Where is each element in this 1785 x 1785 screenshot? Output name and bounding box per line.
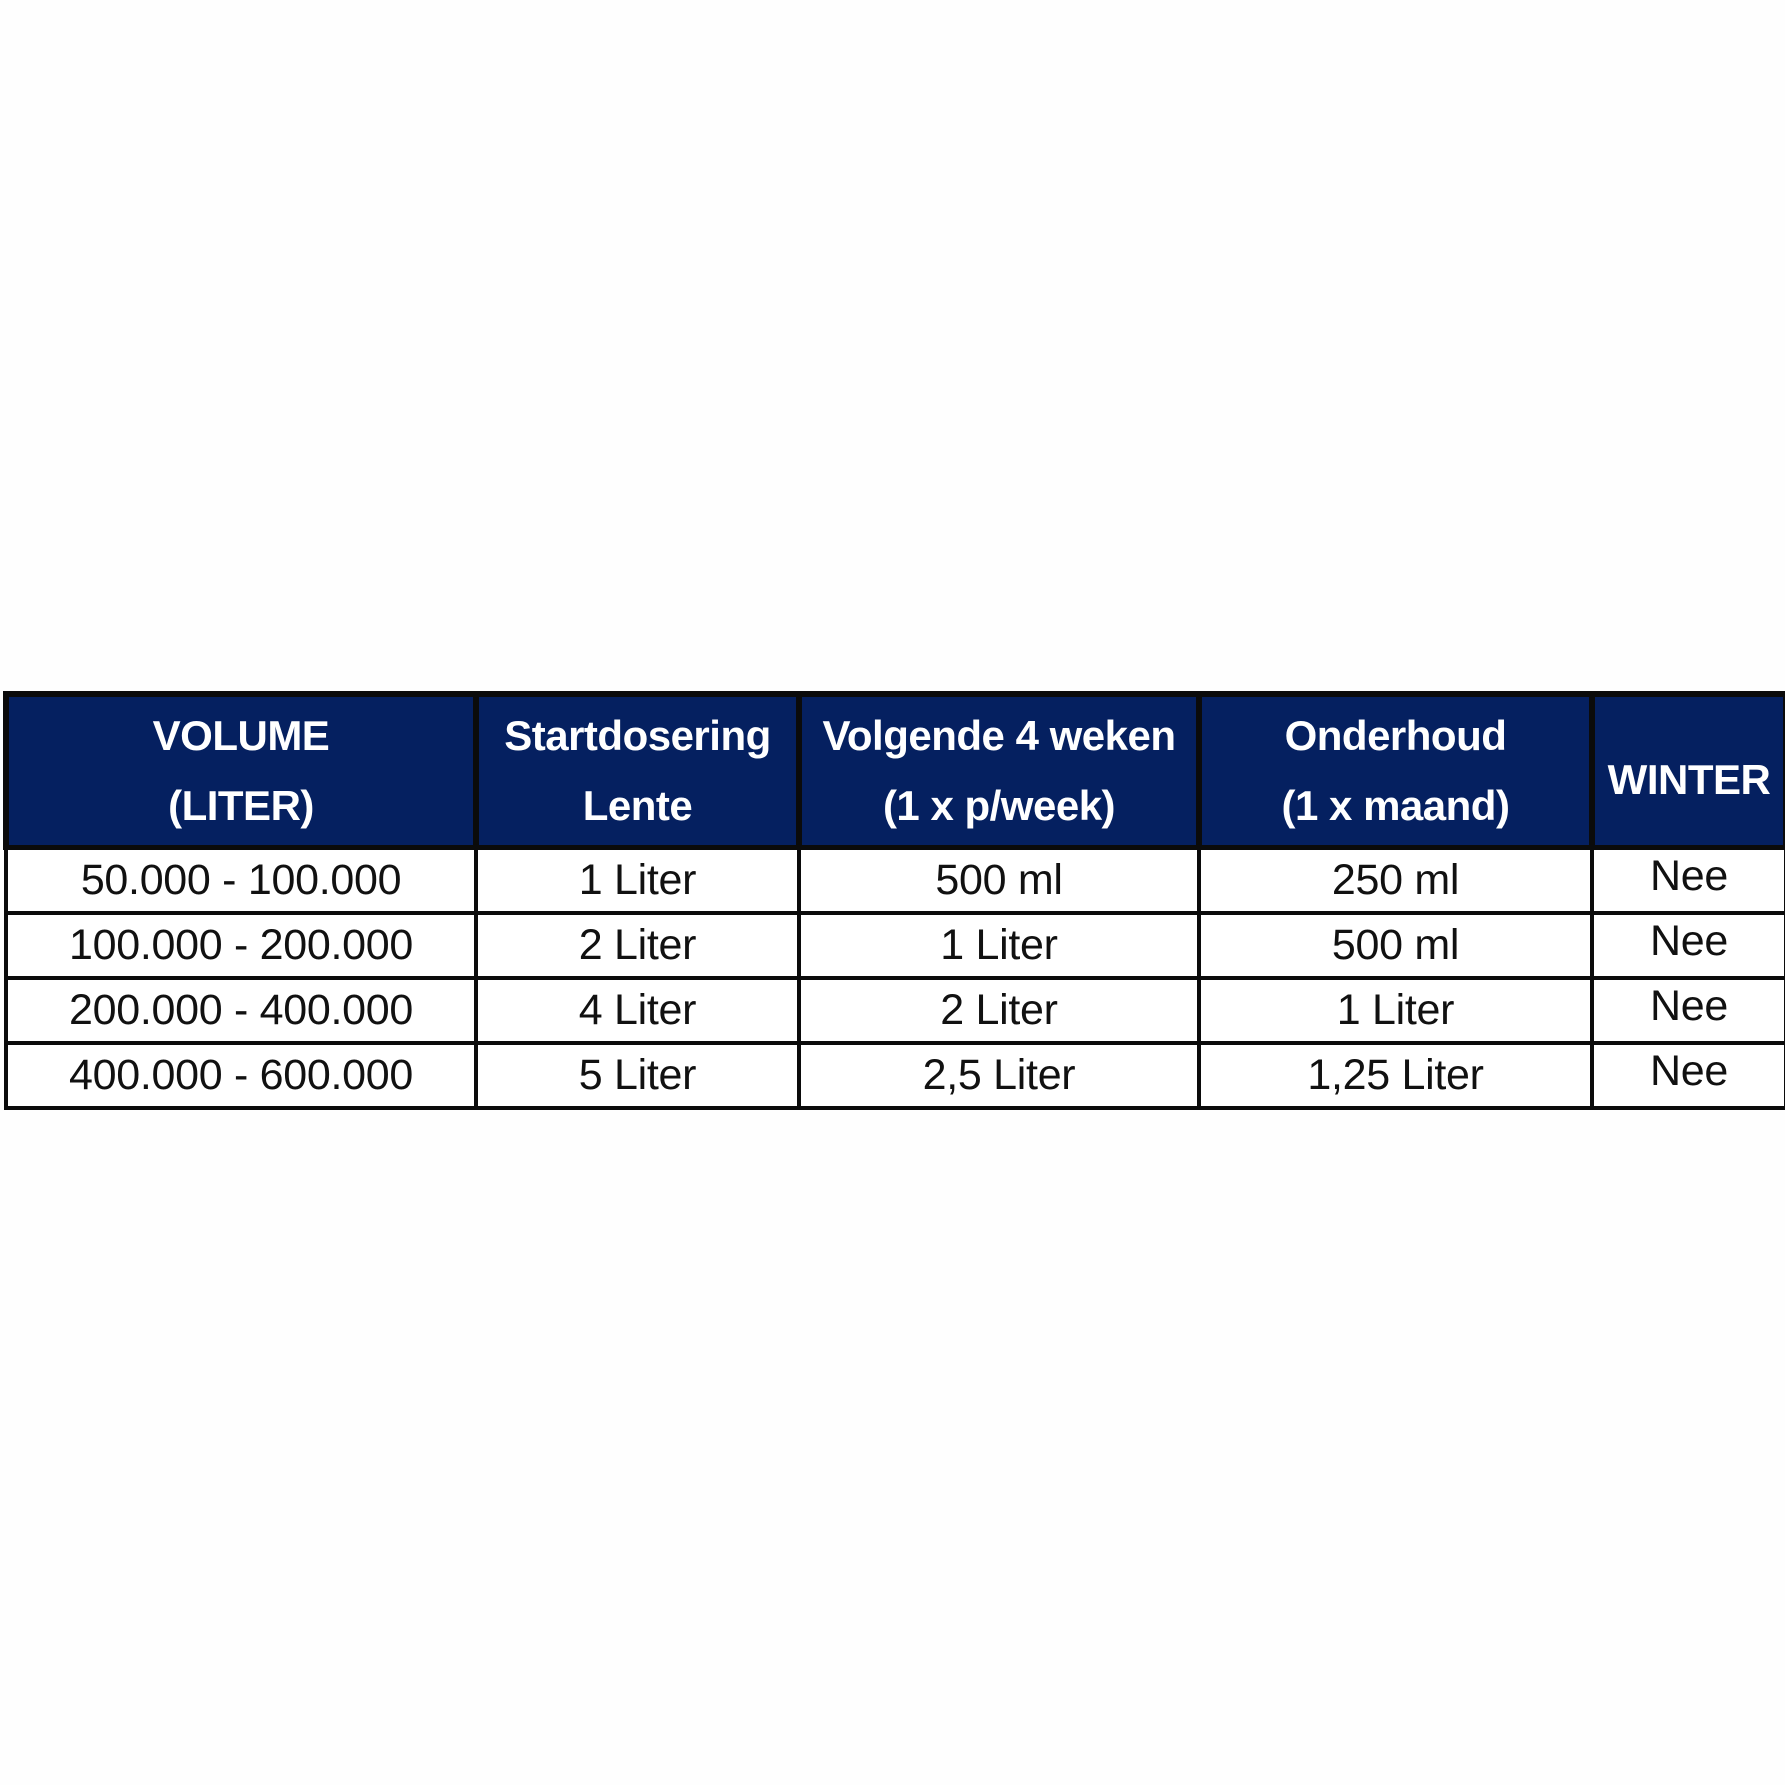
- header-volgende-line2: (1 x p/week): [882, 782, 1116, 829]
- header-volgende-line1: Volgende 4 weken: [822, 712, 1176, 759]
- header-startdosering-line2: Lente: [582, 782, 693, 829]
- cell-volgende-4-weken: 2,5 Liter: [799, 1043, 1199, 1108]
- header-volume-line1: VOLUME: [152, 712, 330, 759]
- cell-startdosering: 4 Liter: [476, 978, 799, 1043]
- table-row: [6, 913, 1785, 978]
- cell-volume: 50.000 - 100.000: [6, 848, 476, 914]
- cell-volume: 100.000 - 200.000: [6, 913, 476, 978]
- table-body: [6, 848, 1785, 1109]
- cell-volgende-4-weken: 2 Liter: [799, 978, 1199, 1043]
- header-volume: [6, 694, 476, 848]
- cell-onderhoud: 1 Liter: [1199, 978, 1592, 1043]
- header-row: [6, 694, 1785, 848]
- header-startdosering-line1: Startdosering: [504, 712, 771, 759]
- table-row: [6, 1043, 1785, 1108]
- cell-winter: Nee: [1592, 913, 1785, 978]
- cell-startdosering: 1 Liter: [476, 848, 799, 914]
- cell-winter: Nee: [1592, 978, 1785, 1043]
- header-winter: [1592, 694, 1785, 848]
- cell-startdosering: 2 Liter: [476, 913, 799, 978]
- dosage-table: [3, 691, 1785, 1110]
- header-onderhoud-line2: (1 x maand): [1281, 782, 1510, 829]
- cell-winter: Nee: [1592, 848, 1785, 914]
- cell-winter: Nee: [1592, 1043, 1785, 1108]
- cell-volume: 400.000 - 600.000: [6, 1043, 476, 1108]
- header-onderhoud-line1: Onderhoud: [1284, 712, 1507, 759]
- cell-volgende-4-weken: 1 Liter: [799, 913, 1199, 978]
- cell-onderhoud: 250 ml: [1199, 848, 1592, 914]
- cell-volume: 200.000 - 400.000: [6, 978, 476, 1043]
- table-row: [6, 848, 1785, 914]
- header-volume-line2: (LITER): [168, 782, 314, 829]
- header-startdosering: [476, 694, 799, 848]
- table-header: [6, 694, 1785, 848]
- header-winter-label: WINTER: [1607, 756, 1771, 803]
- cell-onderhoud: 1,25 Liter: [1199, 1043, 1592, 1108]
- cell-onderhoud: 500 ml: [1199, 913, 1592, 978]
- table-row: [6, 978, 1785, 1043]
- cell-volgende-4-weken: 500 ml: [799, 848, 1199, 914]
- header-volgende-4-weken: [799, 694, 1199, 848]
- cell-startdosering: 5 Liter: [476, 1043, 799, 1108]
- header-onderhoud: [1199, 694, 1592, 848]
